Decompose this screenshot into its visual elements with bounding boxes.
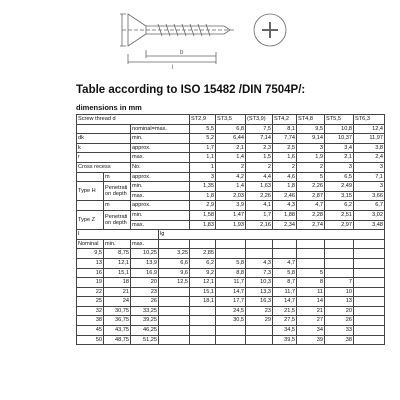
value-cell: 20: [131, 278, 159, 288]
row-label: Type H: [77, 182, 104, 201]
value-cell: 3,8: [354, 143, 385, 153]
drawing-label-l: l: [172, 65, 174, 71]
table-row: [77, 239, 385, 249]
value-cell: 4,2: [216, 172, 246, 182]
table-row: [77, 162, 385, 172]
value-cell: 6,2: [325, 201, 354, 211]
value-cell: 4,7: [273, 258, 297, 268]
page-title: Table according to ISO 15482 /DIN 7504P/:: [76, 84, 306, 96]
value-cell: 1,8: [190, 191, 216, 201]
value-cell: 12,1: [104, 258, 131, 268]
table-cell: [354, 258, 385, 268]
table-row: [77, 316, 385, 326]
value-cell: [159, 326, 190, 336]
value-cell: 4,3: [273, 201, 297, 211]
value-cell: 7: [325, 278, 354, 288]
value-cell: 2,51: [325, 210, 354, 220]
value-cell: 6,6: [159, 258, 190, 268]
value-cell: 15,1: [190, 287, 216, 297]
value-cell: [297, 258, 325, 268]
value-cell: 10,8: [325, 124, 354, 134]
value-cell: 2,74: [297, 220, 325, 230]
table-row: [77, 143, 385, 153]
header-cell: ST6,3: [354, 115, 385, 125]
value-cell: 13,9: [131, 258, 159, 268]
value-cell: 5,8: [216, 258, 246, 268]
value-cell: 9,5: [297, 124, 325, 134]
value-cell: 6,2: [190, 258, 216, 268]
value-cell: 23: [131, 287, 159, 297]
value-cell: 32: [77, 306, 104, 316]
table-cell: [354, 268, 385, 278]
value-cell: 10,3: [246, 278, 273, 288]
value-cell: 30,5: [216, 316, 246, 326]
value-cell: 3: [354, 182, 385, 192]
value-cell: 15,1: [104, 268, 131, 278]
value-cell: 27,5: [273, 316, 297, 326]
value-cell: 7,14: [246, 134, 273, 144]
value-cell: 2,34: [273, 220, 297, 230]
value-cell: 6,7: [354, 201, 385, 211]
value-cell: 4,6: [273, 172, 297, 182]
header-cell: ST3,5: [216, 115, 246, 125]
value-cell: 26: [325, 316, 354, 326]
value-cell: 12,1: [190, 278, 216, 288]
value-cell: [159, 297, 190, 307]
header-cell: ST2,9: [190, 115, 216, 125]
value-cell: 16,3: [246, 297, 273, 307]
value-cell: [159, 335, 190, 345]
table-row: [77, 134, 385, 144]
value-cell: 17,7: [216, 297, 246, 307]
value-cell: 21: [297, 306, 325, 316]
value-cell: 3,9: [216, 201, 246, 211]
header-cell: min.: [104, 239, 131, 249]
value-cell: 5,5: [190, 124, 216, 134]
value-cell: 11,7: [273, 287, 297, 297]
value-cell: 2,1: [325, 153, 354, 163]
value-cell: [190, 316, 216, 326]
value-cell: 33,25: [131, 306, 159, 316]
value-cell: 3: [325, 162, 354, 172]
value-cell: 2: [216, 162, 246, 172]
value-cell: [190, 335, 216, 345]
value-cell: 20: [325, 306, 354, 316]
value-cell: 38: [77, 316, 104, 326]
value-cell: 2,87: [297, 191, 325, 201]
value-cell: 16: [77, 268, 104, 278]
value-cell: 10,37: [325, 134, 354, 144]
table-cell: [246, 239, 273, 249]
table-row: [77, 326, 385, 336]
value-cell: 2,26: [246, 191, 273, 201]
value-cell: 6,8: [216, 124, 246, 134]
value-cell: 3: [297, 143, 325, 153]
table-cell: [354, 306, 385, 316]
value-cell: 4,3: [246, 258, 273, 268]
value-cell: 7,3: [246, 268, 273, 278]
value-cell: 18,1: [190, 297, 216, 307]
value-cell: 2,4: [354, 153, 385, 163]
table-cell: [77, 172, 104, 182]
header-cell: (ST3,9): [246, 115, 273, 125]
table-cell: [325, 239, 354, 249]
table-row: [77, 182, 385, 192]
header-cell: max.: [131, 239, 159, 249]
value-cell: 24,5: [216, 306, 246, 316]
value-cell: 14: [297, 297, 325, 307]
table-row: [77, 210, 385, 220]
table-cell: [190, 239, 216, 249]
value-cell: 5: [297, 172, 325, 182]
table-row: [77, 335, 385, 345]
table-cell: [216, 239, 246, 249]
row-label: min.: [131, 134, 190, 144]
table-row: [77, 287, 385, 297]
value-cell: 29: [246, 316, 273, 326]
value-cell: 33: [325, 326, 354, 336]
value-cell: 2,9: [190, 201, 216, 211]
table-cell: [354, 316, 385, 326]
value-cell: 10: [325, 287, 354, 297]
value-cell: 4,4: [246, 172, 273, 182]
value-cell: 43,75: [104, 326, 131, 336]
row-label: Penetrati on depth: [104, 210, 131, 229]
value-cell: [273, 249, 297, 259]
value-cell: 16,9: [131, 268, 159, 278]
table-row: [77, 124, 385, 134]
value-cell: [246, 249, 273, 259]
value-cell: 12,4: [354, 124, 385, 134]
value-cell: 1,47: [216, 210, 246, 220]
row-label: approx.: [131, 172, 190, 182]
value-cell: 3,4: [325, 143, 354, 153]
value-cell: 9,14: [297, 134, 325, 144]
value-cell: 2,3: [246, 143, 273, 153]
value-cell: 11,97: [354, 134, 385, 144]
drawing-label-b: b: [180, 50, 184, 56]
table-cell: [354, 326, 385, 336]
screw-technical-drawing: [118, 2, 298, 78]
value-cell: 1,8: [273, 182, 297, 192]
value-cell: 24: [104, 297, 131, 307]
value-cell: [216, 335, 246, 345]
value-cell: 5: [297, 268, 325, 278]
value-cell: 19: [77, 278, 104, 288]
value-cell: 8,1: [273, 124, 297, 134]
value-cell: 1,35: [190, 182, 216, 192]
value-cell: 1,1: [190, 153, 216, 163]
row-label: Penetrati on depth: [104, 182, 131, 201]
value-cell: 2,03: [216, 191, 246, 201]
value-cell: 3,15: [325, 191, 354, 201]
value-cell: 2: [246, 162, 273, 172]
table-cell: [354, 287, 385, 297]
table-row: [77, 201, 385, 211]
value-cell: 5,2: [190, 134, 216, 144]
value-cell: 9,5: [77, 249, 104, 259]
header-cell: ST4,2: [273, 115, 297, 125]
table-row: [77, 172, 385, 182]
value-cell: 10,25: [131, 249, 159, 259]
table-row: [77, 268, 385, 278]
value-cell: 1,63: [246, 182, 273, 192]
value-cell: 39,5: [273, 335, 297, 345]
value-cell: 1,5: [246, 153, 273, 163]
table-cell: [273, 239, 297, 249]
header-cell: Screw thread d: [77, 115, 190, 125]
value-cell: 8: [297, 278, 325, 288]
value-cell: 13: [77, 258, 104, 268]
value-cell: 34,5: [273, 326, 297, 336]
value-cell: 7,1: [354, 172, 385, 182]
value-cell: [159, 316, 190, 326]
value-cell: 3,48: [354, 220, 385, 230]
value-cell: 2: [273, 162, 297, 172]
table-cell: [354, 335, 385, 345]
value-cell: 8,75: [104, 249, 131, 259]
value-cell: 1,7: [246, 210, 273, 220]
value-cell: 30,75: [104, 306, 131, 316]
table-cell: [354, 249, 385, 259]
row-label: max.: [131, 220, 190, 230]
value-cell: 22: [77, 287, 104, 297]
table-cell: [354, 239, 385, 249]
value-cell: 6,44: [216, 134, 246, 144]
value-cell: 39: [297, 335, 325, 345]
value-cell: 14,7: [216, 287, 246, 297]
value-cell: [159, 287, 190, 297]
value-cell: 1,88: [273, 210, 297, 220]
table-header-row: [77, 115, 385, 125]
row-label: max.: [131, 153, 190, 163]
value-cell: 23: [246, 306, 273, 316]
value-cell: 8,7: [273, 278, 297, 288]
header-cell: ST4,8: [297, 115, 325, 125]
value-cell: 1,9: [297, 153, 325, 163]
value-cell: 13,3: [246, 287, 273, 297]
value-cell: 36,75: [104, 316, 131, 326]
value-cell: 3,66: [354, 191, 385, 201]
value-cell: 21: [104, 287, 131, 297]
table-row: [77, 306, 385, 316]
value-cell: [159, 306, 190, 316]
value-cell: 7,74: [273, 134, 297, 144]
value-cell: 1,6: [273, 153, 297, 163]
row-label: dk: [77, 134, 131, 144]
value-cell: 11: [297, 287, 325, 297]
table-row: [77, 249, 385, 259]
table-subtitle: dimensions in mm: [76, 103, 142, 112]
table-cell: [77, 124, 131, 134]
value-cell: 3,02: [354, 210, 385, 220]
table-cell: [297, 239, 325, 249]
value-cell: 3: [354, 162, 385, 172]
row-label: No.: [131, 162, 190, 172]
row-label: nominal=max.: [131, 124, 190, 134]
table-cell: [354, 278, 385, 288]
value-cell: 7,5: [246, 124, 273, 134]
table-row: [77, 278, 385, 288]
row-label: m: [104, 201, 131, 211]
value-cell: 25: [77, 297, 104, 307]
value-cell: 1,58: [190, 210, 216, 220]
value-cell: 48,75: [104, 335, 131, 345]
value-cell: 9,2: [190, 268, 216, 278]
row-label: Cross recess: [77, 162, 131, 172]
value-cell: 12,5: [159, 278, 190, 288]
row-label: Type Z: [77, 210, 104, 229]
value-cell: 2: [297, 162, 325, 172]
value-cell: [190, 326, 216, 336]
value-cell: [325, 258, 354, 268]
table-cell: [159, 239, 190, 249]
row-label: approx.: [131, 201, 190, 211]
value-cell: [190, 306, 216, 316]
value-cell: [246, 335, 273, 345]
value-cell: [297, 249, 325, 259]
value-cell: 2,49: [325, 182, 354, 192]
value-cell: 6,5: [325, 172, 354, 182]
value-cell: 38: [325, 335, 354, 345]
value-cell: 45: [77, 326, 104, 336]
value-cell: 2,1: [216, 143, 246, 153]
value-cell: 4,7: [297, 201, 325, 211]
value-cell: 18: [104, 278, 131, 288]
row-label: min.: [131, 182, 190, 192]
value-cell: 1,7: [190, 143, 216, 153]
value-cell: [325, 268, 354, 278]
row-label: max.: [131, 191, 190, 201]
row-label: m: [104, 172, 131, 182]
header-cell: ST5,5: [325, 115, 354, 125]
value-cell: 13: [325, 297, 354, 307]
value-cell: [246, 326, 273, 336]
value-cell: 39,25: [131, 316, 159, 326]
value-cell: [216, 326, 246, 336]
table-cell: [77, 201, 104, 211]
table-row: [77, 258, 385, 268]
value-cell: 2,26: [297, 182, 325, 192]
value-cell: 4,1: [246, 201, 273, 211]
value-cell: 50: [77, 335, 104, 345]
value-cell: [216, 249, 246, 259]
header-cell: Nominal: [77, 239, 104, 249]
value-cell: 2,97: [325, 220, 354, 230]
row-label: min.: [131, 210, 190, 220]
value-cell: 11,7: [216, 278, 246, 288]
value-cell: 2,46: [273, 191, 297, 201]
value-cell: [325, 249, 354, 259]
value-cell: 5,8: [273, 268, 297, 278]
table-row: [77, 297, 385, 307]
value-cell: 26: [131, 297, 159, 307]
header-cell: l: [77, 230, 159, 240]
value-cell: 1,4: [216, 182, 246, 192]
dimension-table: [76, 114, 385, 345]
value-cell: 2,5: [273, 143, 297, 153]
header-cell: lg: [159, 230, 385, 240]
value-cell: 27: [297, 316, 325, 326]
table-cell: [354, 297, 385, 307]
row-label: approx.: [131, 143, 190, 153]
value-cell: 3: [190, 172, 216, 182]
table-row: [77, 230, 385, 240]
table-row: [77, 153, 385, 163]
value-cell: 8,8: [216, 268, 246, 278]
value-cell: 34: [297, 326, 325, 336]
value-cell: 1,4: [216, 153, 246, 163]
value-cell: 9,6: [159, 268, 190, 278]
value-cell: 1,83: [190, 220, 216, 230]
value-cell: 3,25: [159, 249, 190, 259]
value-cell: 1: [190, 162, 216, 172]
value-cell: 2,85: [190, 249, 216, 259]
value-cell: 1,93: [216, 220, 246, 230]
value-cell: 2,28: [297, 210, 325, 220]
value-cell: 51,25: [131, 335, 159, 345]
value-cell: 21,5: [273, 306, 297, 316]
value-cell: 2,16: [246, 220, 273, 230]
row-label: r: [77, 153, 131, 163]
row-label: k: [77, 143, 131, 153]
value-cell: 46,25: [131, 326, 159, 336]
value-cell: 14,7: [273, 297, 297, 307]
